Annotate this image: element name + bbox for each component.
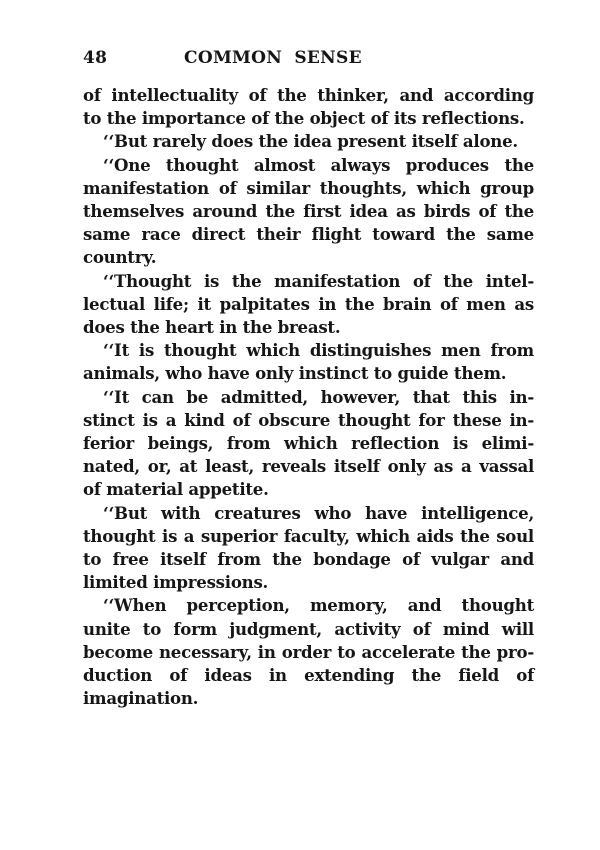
paragraph — [83, 270, 534, 340]
text-line: manifestation of similar thoughts, which group — [83, 177, 534, 198]
text-line: ‘‘But rarely does the idea present itself alone. — [103, 131, 518, 152]
paragraph — [83, 339, 534, 385]
text-line: does the heart in the breast. — [83, 317, 341, 338]
paragraph — [83, 84, 534, 130]
text-line: stinct is a kind of obscure thought for these in- — [83, 409, 534, 430]
paragraph — [83, 386, 534, 502]
text-line: ‘‘It can be admitted, however, that this in- — [103, 386, 534, 407]
text-line: become necessary, in order to accelerate the pro- — [83, 641, 534, 662]
running-title: COMMON SENSE — [184, 48, 362, 68]
text-line: ‘‘Thought is the manifestation of the intel- — [103, 270, 534, 291]
book-page — [83, 46, 534, 710]
text-line: ‘‘When perception, memory, and thought — [103, 595, 534, 616]
text-line: themselves around the first idea as birds of the — [83, 201, 534, 222]
text-line: imagination. — [83, 688, 199, 709]
text-line: ‘‘One thought almost always produces the — [103, 154, 534, 175]
text-line: ‘‘It is thought which distinguishes men from — [103, 340, 534, 361]
text-line: same race direct their flight toward the same — [83, 224, 534, 245]
text-line: of material appetite. — [83, 479, 269, 500]
text-line: to free itself from the bondage of vulgar and — [83, 549, 534, 570]
text-line: limited impressions. — [83, 572, 269, 593]
paragraph — [83, 502, 534, 595]
body-text — [83, 84, 534, 710]
running-head — [83, 46, 534, 76]
text-line: animals, who have only instinct to guide them. — [83, 363, 507, 384]
paragraph — [83, 594, 534, 710]
text-line: ferior beings, from which reflection is elimi- — [83, 433, 534, 454]
text-line: nated, or, at least, reveals itself only as a vassal — [83, 456, 534, 477]
text-line: to the importance of the object of its reflections. — [83, 108, 525, 129]
text-line: unite to form judgment, activity of mind will — [83, 618, 534, 639]
text-line: country. — [83, 247, 157, 268]
page-number: 48 — [83, 48, 108, 68]
paragraph — [83, 130, 534, 153]
text-line: thought is a superior faculty, which aids the soul — [83, 525, 534, 546]
text-line: lectual life; it palpitates in the brain of men as — [83, 293, 534, 314]
paragraph — [83, 154, 534, 270]
text-line: ‘‘But with creatures who have intelligence, — [103, 502, 534, 523]
text-line: of intellectuality of the thinker, and according — [83, 85, 534, 105]
text-line: duction of ideas in extending the field of — [83, 665, 534, 686]
